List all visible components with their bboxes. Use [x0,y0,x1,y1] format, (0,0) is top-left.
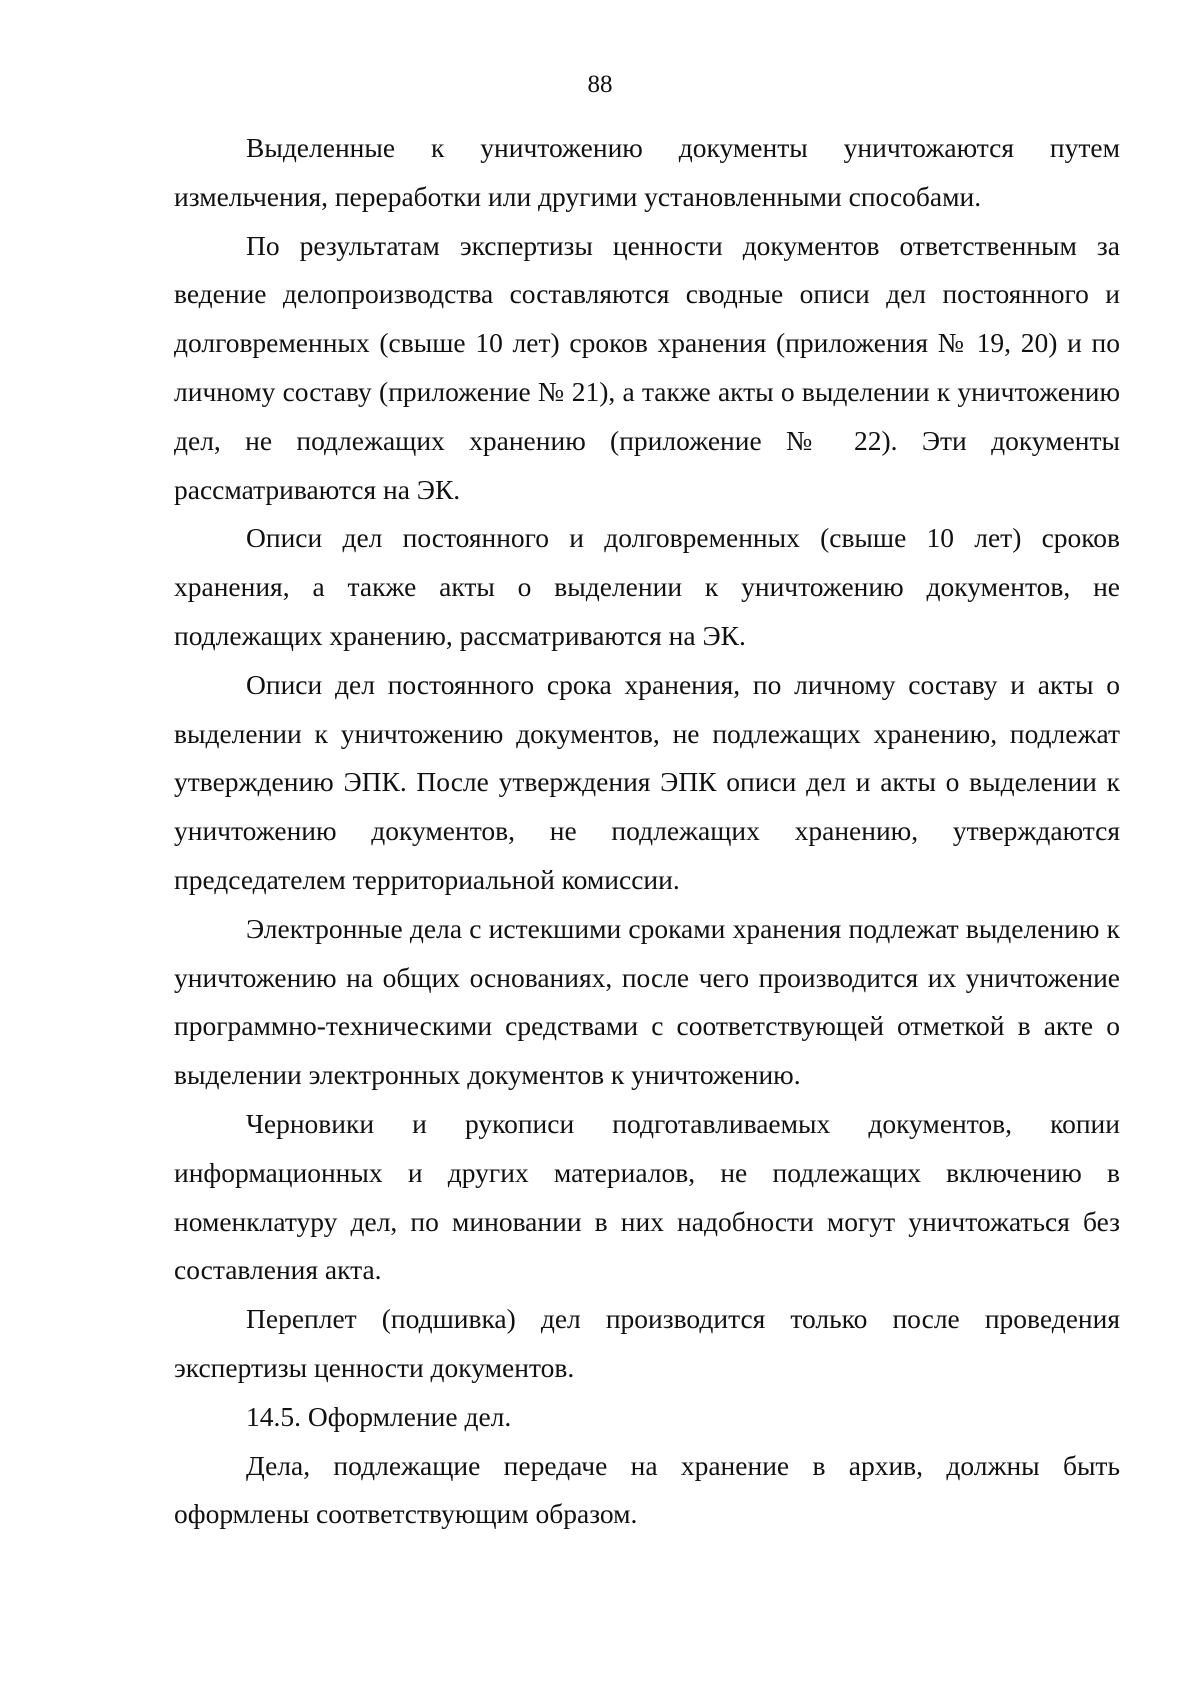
paragraph-electronic-cases: Электронные дела с истекшими сроками хранения подлежат выделению к уничтожению на общих основаниях, после чего производится их уничтожение программно-техническими средствами с соответствующей отметкой в акте о выделении электронных документов к уничтожению. [174,912,1120,1091]
paragraph-drafts: Черновики и рукописи подготавливаемых документов, копии информационных и других материалов, не подлежащих включению в номенклатуру дел, по миновании в них надобности могут уничтожаться без составления акта. [174,1107,1120,1286]
page-number: 88 [587,71,613,98]
paragraph-epk-approval: Описи дел постоянного срока хранения, по личному составу и акты о выделении к уничтожению документов, не подлежащих хранению, подлежат утверждению ЭПК. После утверждения ЭПК описи дел и акты о выделении к уничтожению документов, не подлежащих хранению, утверждаются председателем территориальной комиссии. [174,668,1120,895]
section-heading-14-5: 14.5. Оформление дел. [246,1400,512,1432]
paragraph-ek-review: Описи дел постоянного и долговременных (свыше 10 лет) сроков хранения, а также акты о выделении к уничтожению документов, не подлежащих хранению, рассматриваются на ЭК. [174,522,1120,651]
paragraph-archive-transfer: Дела, подлежащие передаче на хранение в архив, должны быть оформлены соответствующим образом. [174,1449,1120,1530]
paragraph-binding: Переплет (подшивка) дел производится только после проведения экспертизы ценности документов. [174,1303,1120,1383]
document-body [174,124,1120,1539]
paragraph-summary-inventories: По результатам экспертизы ценности документов ответственным за ведение делопроизводства составляются сводные описи дел постоянного и долговременных (свыше 10 лет) сроков хранения (приложения № 19, 20) и по личному составу (приложение № 21), а также акты о выделении к уничтожению дел, не подлежащих хранению (приложение № 22). Эти документы рассматриваются на ЭК. [174,229,1120,505]
paragraph-destruction-methods: Выделенные к уничтожению документы уничтожаются путем измельчения, переработки или другими установленными способами. [174,132,1120,212]
